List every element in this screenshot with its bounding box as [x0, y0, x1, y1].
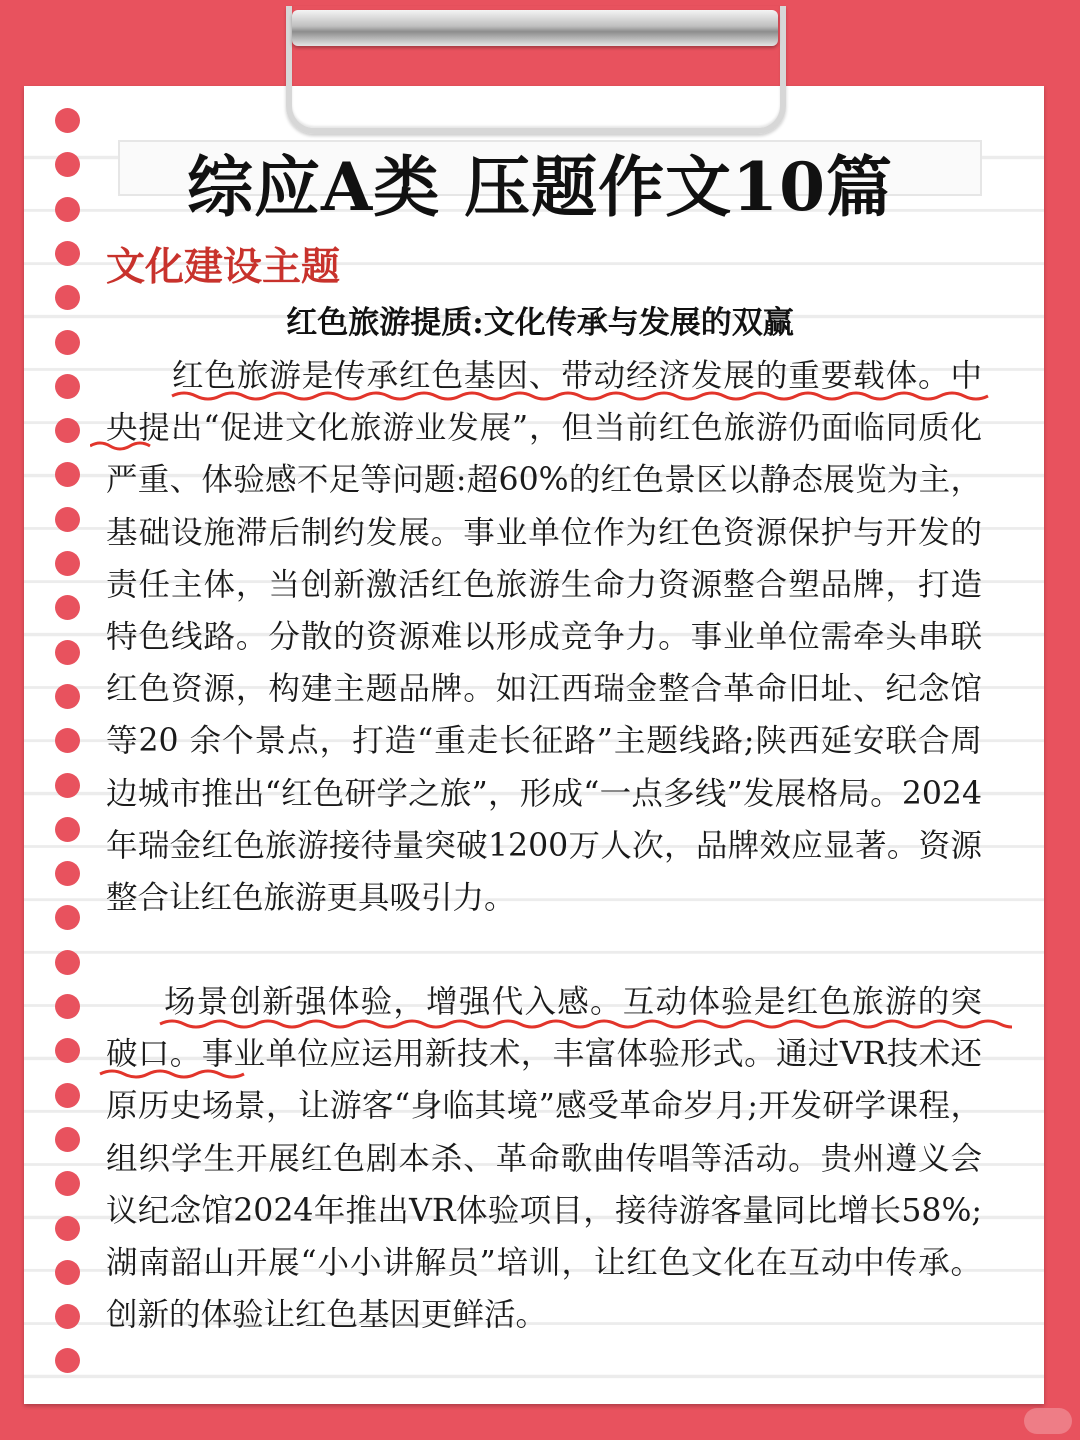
- binding-hole: [55, 773, 80, 798]
- binding-hole: [55, 817, 80, 842]
- binding-hole: [55, 1304, 80, 1329]
- binding-hole: [55, 1216, 80, 1241]
- essay-paragraph-1: 红色旅游是传承红色基因、带动经济发展的重要载体。中央提出“促进文化旅游业发展”，但当前红色旅游仍面临同质化严重、体验感不足等问题:超60%的红色景区以静态展览为主，基础设施滞后制约发展。事业单位作为红色资源保护与开发的责任主体，当创新激活红色旅游生命力资源整合塑品牌，打造特色线路。分散的资源难以形成竞争力。事业单位需牵头串联红色资源，构建主题品牌。如江西瑞金整合革命旧址、纪念馆等20 余个景点，打造“重走长征路”主题线路;陕西延安联合周边城市推出“红色研学之旅”，形成“一点多线”发展格局。2024年瑞金红色旅游接待量突破1200万人次，品牌效应显著。资源整合让红色旅游更具吸引力。: [106, 358, 982, 917]
- binding-hole: [55, 684, 80, 709]
- essay-paragraph-2: 场景创新强体验，增强代入感。互动体验是红色旅游的突破口。事业单位应运用新技术，丰富体验形式。通过VR技术还原历史场景，让游客“身临其境”感受革命岁月;开发研学课程，组织学生开展红色剧本杀、革命歌曲传唱等活动。贵州遵义会议纪念馆2024年推出VR体验项目，接待游客量同比增长58%;湖南韶山开展“小小讲解员”培训，让红色文化在互动中传承。创新的体验让红色基因更鲜活。: [106, 984, 982, 1334]
- binding-hole: [55, 595, 80, 620]
- binding-hole: [55, 551, 80, 576]
- binding-hole: [55, 1260, 80, 1285]
- page-title: 综应A类 压题作文10篇: [186, 148, 894, 226]
- binding-hole: [55, 462, 80, 487]
- binding-hole: [55, 905, 80, 930]
- binding-hole: [55, 1038, 80, 1063]
- section-label: 文化建设主题: [106, 244, 341, 290]
- watermark: [1024, 1408, 1072, 1434]
- binding-hole: [55, 374, 80, 399]
- binding-hole: [55, 950, 80, 975]
- binding-hole: [55, 507, 80, 532]
- binding-hole: [55, 1127, 80, 1152]
- binding-hole: [55, 241, 80, 266]
- binding-hole: [55, 1083, 80, 1108]
- essay-title: 红色旅游提质:文化传承与发展的双赢: [286, 305, 794, 341]
- binding-hole: [55, 1171, 80, 1196]
- binding-hole: [55, 994, 80, 1019]
- clipboard-clip-bar: [292, 10, 778, 46]
- binding-hole: [55, 1348, 80, 1373]
- binding-hole: [55, 728, 80, 753]
- binding-hole: [55, 861, 80, 886]
- binding-hole: [55, 418, 80, 443]
- binding-hole: [55, 640, 80, 665]
- binding-hole: [55, 108, 80, 133]
